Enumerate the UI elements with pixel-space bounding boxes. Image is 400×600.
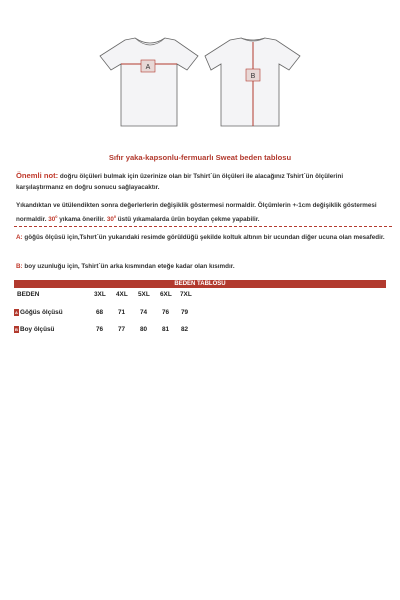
dashed-divider — [14, 226, 392, 227]
table-cell: 71 — [118, 309, 126, 316]
note-text: doğru ölçüleri bulmak için üzerinize olan bir Tshirt`ün ölçüleri ile alacağınız Tshirt`ün ölçülerini karşılaştırmanız en doğru sonucu sağlayacaktır. — [16, 173, 344, 191]
note-lead: Önemli not: — [16, 171, 59, 180]
tshirt-illustration — [95, 34, 305, 129]
front-marker-text: A — [145, 64, 151, 71]
row-badge: A — [15, 310, 18, 315]
table-cell: 81 — [162, 326, 170, 333]
definition-a-key: A: — [16, 234, 23, 241]
table-cell: 82 — [181, 326, 189, 333]
table-cell: 74 — [140, 309, 148, 316]
table-cell: 77 — [118, 326, 126, 333]
front-shirt-shape — [100, 38, 198, 126]
definition-b-text: boy uzunluğu için, Tshirt`ün arka kısmından eteğe kadar olan kısımdır. — [22, 263, 235, 270]
important-note — [16, 171, 386, 193]
table-cell: 76 — [96, 326, 104, 333]
header-label: BEDEN — [17, 291, 40, 298]
table-heading: BEDEN TABLOSU — [14, 280, 386, 288]
size-col: 3XL — [94, 291, 106, 298]
tshirt-drawing — [95, 34, 305, 129]
back-marker-text: B — [250, 73, 256, 80]
wash-temp2: $30^0$ — [106, 213, 117, 223]
size-col: 6XL — [160, 291, 172, 298]
definition-a-text: göğüs ölçüsü için,Tshırt`ün yukarıdaki resimde görüldüğü şekilde koltuk altının bir ucundan diğer ucuna olan mesafedir. — [22, 234, 385, 241]
table-cell: 68 — [96, 309, 104, 316]
table-cell: 80 — [140, 326, 148, 333]
definition-b — [16, 262, 388, 272]
wash-temp1: $30^0$ — [48, 213, 58, 223]
size-col: 5XL — [138, 291, 150, 298]
wash-part3: üstü yıkamalarda ürün boydan çekme yapabilir. — [116, 215, 260, 223]
definition-b-key: B: — [16, 263, 23, 270]
definition-a — [16, 233, 388, 244]
wash-part2: yıkama önerilir. — [57, 215, 107, 223]
size-col: 4XL — [116, 291, 128, 298]
size-col: 7XL — [180, 291, 192, 298]
row-badge: B — [15, 327, 18, 332]
wash-part1: Yıkandıktan ve ütülendikten sonra değerlerlerin değişiklik göstermesi normaldir. Ölçümlerin +-1cm değişiklik göstermesi normaldir. — [16, 202, 377, 223]
table-cell: 79 — [181, 309, 189, 316]
row-label: A Göğüs ölçüsü — [15, 309, 63, 317]
page-title: Sıfır yaka-kapsonlu-fermuarlı Sweat beden tablosu — [108, 153, 292, 162]
row-label: B Boy ölçüsü — [15, 326, 55, 334]
table-cell: 76 — [162, 309, 170, 316]
wash-info — [16, 201, 388, 225]
